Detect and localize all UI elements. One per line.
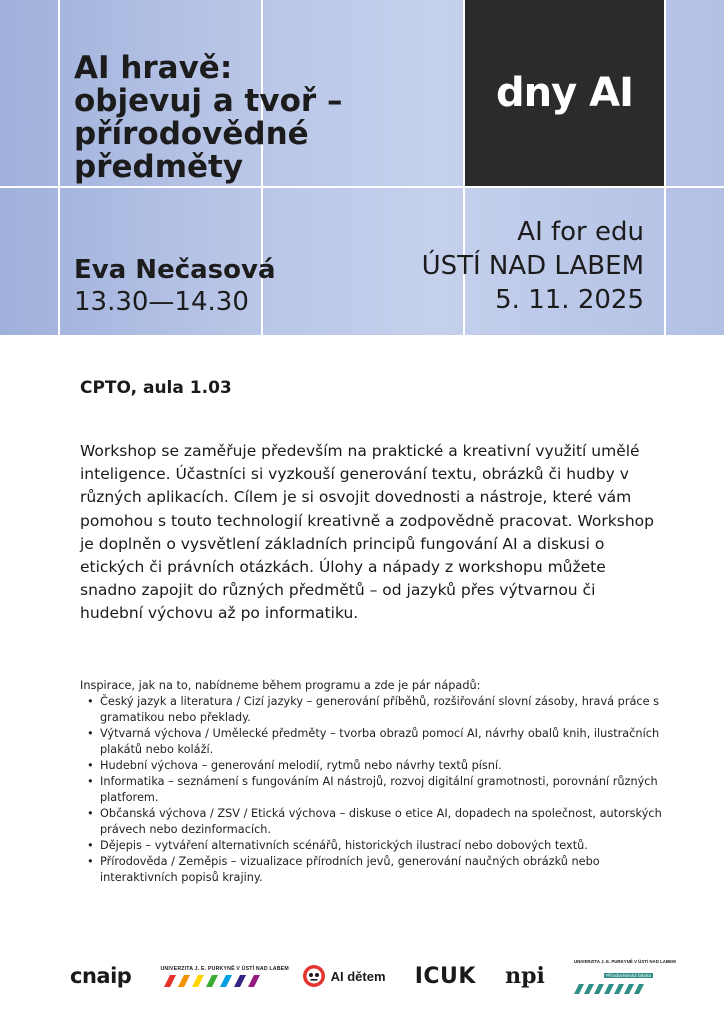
ujep-stripes-icon <box>160 975 272 987</box>
dny-ai-logo <box>465 0 664 186</box>
speaker-name: Eva Nečasová <box>74 255 276 285</box>
robot-face-icon <box>302 964 326 988</box>
header-banner <box>0 0 724 335</box>
title-line: přírodovědné <box>74 115 309 152</box>
description: Workshop se zaměřuje především na praktické a kreativní využití umělé inteligence. Účastníci si vyzkouší generování textu, obrázků či hudby v různých aplikacích. Cílem je si osvojit dovednosti a nástroje, které vám pomohou s touto technologií kreativně a zodpovědně pracovat. Workshop je doplněn o vysvětlení základních principů fungování AI a diskusi o etických či právních otázkách. Úlohy a nápady z workshopu můžete snadno zapojit do různých předmětů – od jazyků přes výtvarnou či hudební výchovu až po informatiku. <box>80 442 654 623</box>
prf-stripes-icon <box>574 984 670 994</box>
list-item: • Informatika – seznámení s fungováním AI nástrojů, rozvoj digitální gramotnosti, porovnání různých platforem. <box>80 774 670 806</box>
location: CPTO, aula 1.03 <box>80 378 232 398</box>
partner-logos <box>70 958 676 994</box>
page-title <box>74 52 374 183</box>
grid-line <box>664 0 666 335</box>
grid-line <box>58 0 60 335</box>
dny-ai-logo-text: dny AI <box>496 70 633 116</box>
ujep-logo <box>160 965 289 987</box>
ideas-section <box>80 678 670 886</box>
event-name: AI for edu <box>517 217 644 247</box>
title-line: AI hravě: <box>74 50 233 86</box>
ideas-intro: Inspirace, jak na to, nabídneme během programu a zde je pár nápadů: <box>80 679 481 692</box>
ai-detem-logo-text: AI dětem <box>330 968 386 984</box>
prf-ujep-logo <box>574 958 676 994</box>
event-info <box>422 215 644 317</box>
prf-logo-line2: Přírodovědecká fakulta <box>606 972 651 978</box>
prf-logo-line1: UNIVERZITA J. E. PURKYNĚ V ÚSTÍ NAD LABEM <box>574 958 676 964</box>
event-date: 5. 11. 2025 <box>495 285 644 315</box>
title-line: předměty <box>74 148 244 185</box>
list-item: • Přírodověda / Zeměpis – vizualizace přírodních jevů, generování naučných obrázků nebo interaktivních popisů krajiny. <box>80 854 670 886</box>
icuk-logo: ICUK <box>414 963 476 989</box>
ideas-list <box>80 694 670 886</box>
event-city: ÚSTÍ NAD LABEM <box>421 251 644 281</box>
ujep-logo-text: UNIVERZITA J. E. PURKYNĚ V ÚSTÍ NAD LABEM <box>160 965 289 972</box>
list-item: • Hudební výchova – generování melodií, rytmů nebo návrhy textů písní. <box>80 758 670 774</box>
title-line: objevuj a tvoř – <box>74 82 343 119</box>
session-time: 13.30—14.30 <box>74 287 249 317</box>
cnaip-logo: cnaip <box>70 964 132 988</box>
list-item: • Občanská výchova / ZSV / Etická výchova – diskuse o etice AI, dopadech na společnost, autorských právech nebo dezinformacích. <box>80 806 670 838</box>
grid-line <box>0 186 724 188</box>
ai-detem-logo <box>302 964 386 988</box>
list-item: • Výtvarná výchova / Umělecké předměty – tvorba obrazů pomocí AI, návrhy obalů knih, ilustračních plakátů nebo koláží. <box>80 726 670 758</box>
list-item: • Český jazyk a literatura / Cizí jazyky – generování příběhů, rozšiřování slovní zásoby, hravá práce s gramatikou nebo překlady. <box>80 694 670 726</box>
list-item: • Dějepis – vytváření alternativních scénářů, historických ilustrací nebo dobových textů. <box>80 838 670 854</box>
npi-logo: npi <box>505 963 545 989</box>
